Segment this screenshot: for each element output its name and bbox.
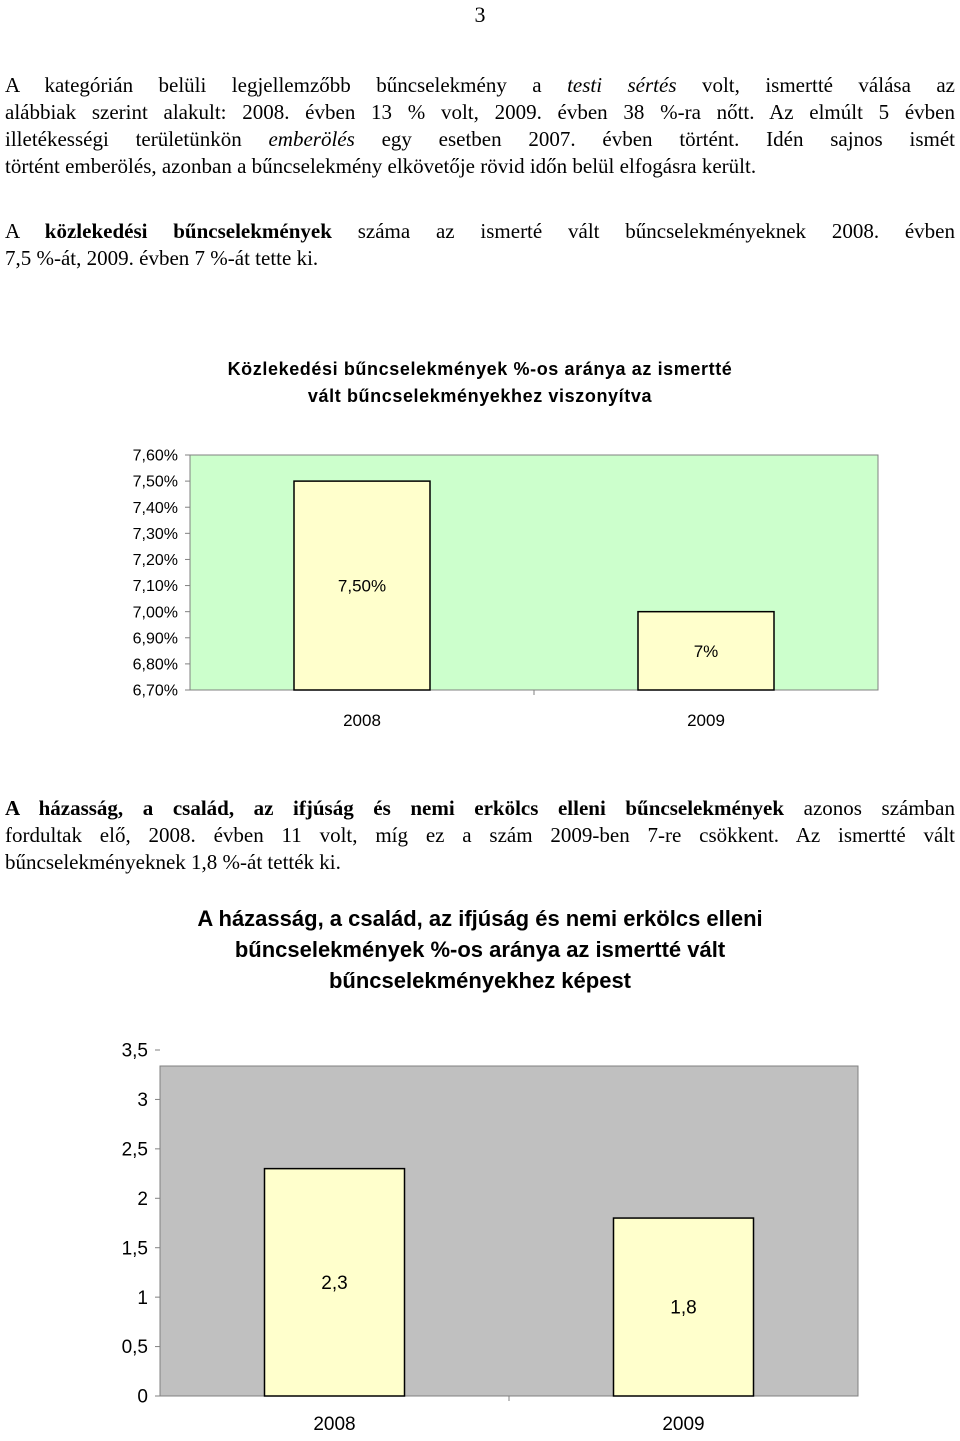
family-crime-chart xyxy=(0,900,960,1436)
page-number: 3 xyxy=(474,2,486,27)
chart2-title-line1: A házasság, a család, az ifjúság és nemi erkölcs elleni xyxy=(197,906,763,931)
para2-bold-term: közlekedési bűncselekmények xyxy=(44,219,332,243)
para1-line1-end: volt, ismertté válása az xyxy=(676,73,955,97)
y-tick-label: 7,00% xyxy=(132,604,178,622)
x-category-label-2008: 2008 xyxy=(313,1414,356,1435)
y-tick-label: 1 xyxy=(137,1287,148,1309)
para1-line3-end: egy esetben 2007. évben történt. Idén sajnos ismét xyxy=(354,127,955,151)
y-tick-label: 2 xyxy=(137,1188,148,1210)
para1-line2: alábbiak szerint alakult: 2008. évben 13 % volt, 2009. évben 38 %-ra nőtt. Az elmúlt 5 évben xyxy=(5,100,955,124)
para1-italic-term-1: testi sértés xyxy=(567,73,677,97)
y-tick-label: 6,70% xyxy=(132,682,178,700)
plot-area xyxy=(190,455,878,690)
chart1-title-line1: Közlekedési bűncselekmények %-os aránya az ismertté xyxy=(227,359,733,379)
x-category-label-2008: 2008 xyxy=(343,711,381,730)
para3-line2: fordultak elő, 2008. évben 11 volt, míg ez a szám 2009-ben 7-re csökkent. Az ismertté vált xyxy=(5,823,955,847)
para1-line1-text: A kategórián belüli legjellemzőbb bűncselekmény a xyxy=(5,73,568,97)
para3-line1-end: azonos számban xyxy=(784,796,955,820)
y-tick-label: 3,5 xyxy=(121,1040,148,1062)
y-tick-label: 2,5 xyxy=(121,1139,148,1161)
paragraph-family-crime xyxy=(5,795,955,876)
y-tick-label: 7,40% xyxy=(132,499,178,517)
y-tick-label: 0 xyxy=(137,1386,148,1408)
y-tick-label: 7,50% xyxy=(132,473,178,491)
y-tick-label: 1,5 xyxy=(121,1238,148,1260)
y-tick-label: 3 xyxy=(137,1090,148,1112)
y-tick-label: 7,20% xyxy=(132,552,178,570)
data-label-2008: 7,50% xyxy=(337,576,387,596)
para1-line4: történt emberölés, azonban a bűncselekmény elkövetője rövid időn belül elfogásra került. xyxy=(5,154,757,178)
paragraph-traffic-crime xyxy=(5,218,955,272)
data-label-2008: 2,3 xyxy=(321,1272,348,1294)
para3-bold-term: A házasság, a család, az ifjúság és nemi erkölcs elleni bűncselekmények xyxy=(5,796,785,820)
para3-line3: bűncselekményeknek 1,8 %-át tették ki. xyxy=(5,850,341,874)
y-tick-label: 6,80% xyxy=(132,656,178,674)
x-category-label-2009: 2009 xyxy=(687,711,725,730)
data-label-2009: 1,8 xyxy=(670,1297,697,1319)
traffic-crime-chart xyxy=(0,350,960,740)
para2-line2: 7,5 %-át, 2009. évben 7 %-át tette ki. xyxy=(5,246,319,270)
chart2-title-line2: bűncselekmények %-os aránya az ismertté vált xyxy=(234,937,726,962)
para2-line1-start: A xyxy=(5,219,45,243)
y-tick-label: 6,90% xyxy=(132,630,178,648)
para1-italic-term-2: emberölés xyxy=(268,127,355,151)
y-tick-label: 0,5 xyxy=(121,1337,148,1359)
paragraph-violent-crime xyxy=(5,72,955,180)
chart2-title xyxy=(0,903,960,996)
data-label-2009: 7% xyxy=(693,641,719,661)
para1-line3-text: illetékességi területünkön xyxy=(5,127,269,151)
chart2-title-line3: bűncselekményekhez képest xyxy=(328,968,632,993)
y-tick-label: 7,60% xyxy=(132,447,178,465)
chart1-title-line2: vált bűncselekményekhez viszonyítva xyxy=(307,386,653,406)
y-tick-label: 7,10% xyxy=(132,578,178,596)
x-category-label-2009: 2009 xyxy=(662,1414,705,1435)
y-tick-label: 7,30% xyxy=(132,525,178,543)
para2-line1-end: száma az ismerté vált bűncselekményeknek 2008. évben xyxy=(331,219,955,243)
chart1-title xyxy=(0,356,960,410)
